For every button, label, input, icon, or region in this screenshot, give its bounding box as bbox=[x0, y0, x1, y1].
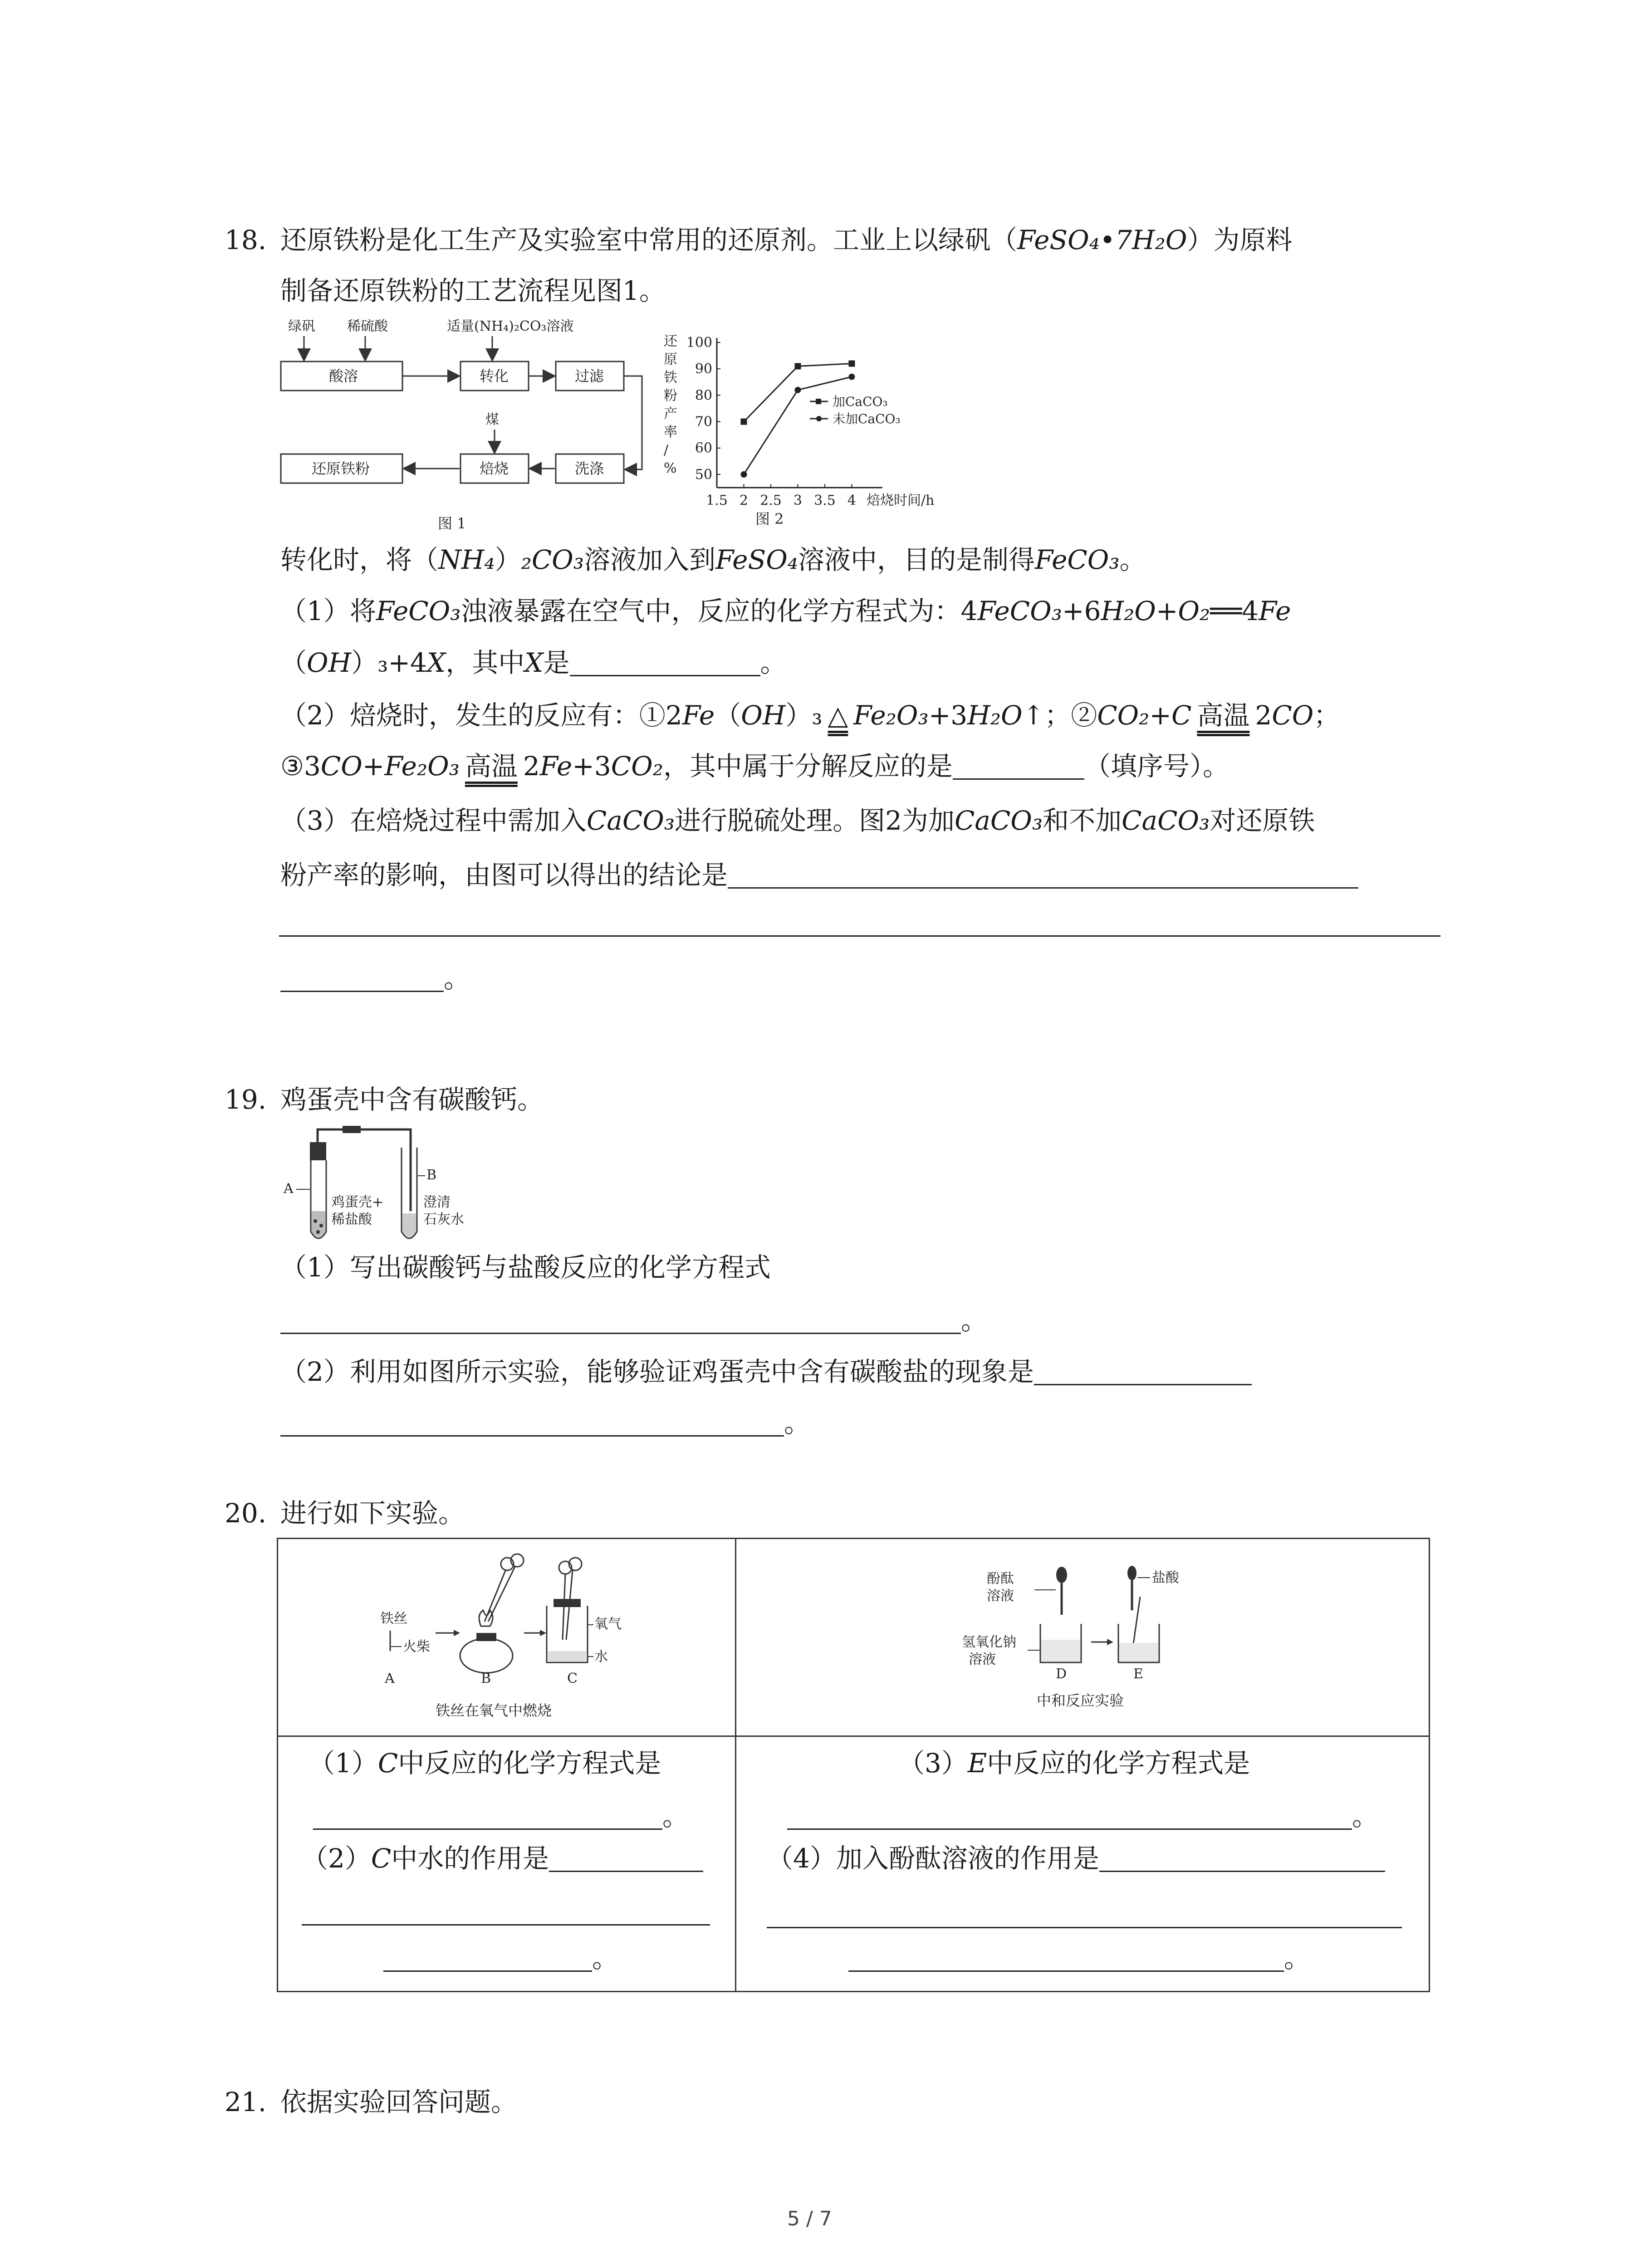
data-point bbox=[794, 387, 801, 393]
page-number: 5 / 7 bbox=[787, 2207, 832, 2230]
eggshell-apparatus bbox=[279, 1120, 506, 1247]
y-tick-label: 70 bbox=[695, 414, 712, 430]
q20-c1-answer: 。 bbox=[313, 1803, 689, 1830]
answer-line-conclusion-2[interactable] bbox=[279, 935, 1440, 937]
q19-part1-answer: 。 bbox=[280, 1307, 987, 1334]
process-flow-diagram bbox=[279, 315, 647, 533]
svg-text:溶液: 溶液 bbox=[987, 1588, 1014, 1604]
q18-intro-line2: 制备还原铁粉的工艺流程见图1。 bbox=[280, 275, 666, 306]
iron-combustion-figure bbox=[367, 1542, 640, 1724]
y-tick-label: 50 bbox=[695, 466, 712, 483]
flow-input-green-vitriol: 绿矾 bbox=[288, 318, 315, 334]
chart-ylabel-char: / bbox=[664, 442, 669, 458]
x-tick-label: 3.5 bbox=[814, 493, 836, 508]
answer-blank-decomposition[interactable] bbox=[953, 778, 1084, 780]
data-point bbox=[794, 363, 801, 369]
condition-heat: △ bbox=[828, 700, 848, 731]
chart-ylabel-char: 率 bbox=[664, 424, 677, 440]
answer-blank-phenomenon-2[interactable] bbox=[280, 1435, 784, 1437]
q18-part1-line2: （OH）₃+4X，其中X是 。 bbox=[280, 647, 787, 678]
svg-text:还原铁粉: 还原铁粉 bbox=[312, 460, 370, 477]
data-point bbox=[740, 419, 747, 425]
x-tick-label: 1.5 bbox=[706, 493, 728, 508]
label-phenolphthalein: 酚酞 bbox=[987, 1571, 1014, 1587]
data-point bbox=[848, 374, 855, 380]
answer-blank-equation[interactable] bbox=[280, 1333, 961, 1334]
stopper bbox=[310, 1142, 326, 1160]
q20-intro: 进行如下实验。 bbox=[280, 1498, 465, 1529]
q21-number: 21. bbox=[225, 2087, 267, 2117]
chart-ylabel-char: 铁 bbox=[664, 370, 677, 386]
q18-conversion-line: 转化时，将（NH₄）₂CO₃溶液加入到FeSO₄溶液中，目的是制得FeCO₃。 bbox=[280, 544, 1146, 575]
answer-blank-conclusion-3[interactable] bbox=[280, 991, 444, 992]
answer-blank-conclusion[interactable] bbox=[728, 887, 1358, 889]
svg-text:洗涤: 洗涤 bbox=[575, 460, 604, 477]
chart-xlabel: 焙烧时间/h bbox=[867, 493, 935, 508]
right-figure-caption: 中和反应实验 bbox=[1037, 1692, 1124, 1709]
answer-blank-water-role-3[interactable] bbox=[383, 1970, 592, 1972]
y-tick-label: 100 bbox=[686, 335, 712, 351]
chart-legend bbox=[810, 394, 901, 426]
chart-ylabel-char: 粉 bbox=[664, 388, 677, 404]
answer-blank-phenol-role[interactable] bbox=[1099, 1871, 1385, 1872]
q20-number: 20. bbox=[225, 1498, 267, 1529]
q18-number: 18. bbox=[225, 225, 267, 255]
svg-text:鸡蛋壳+: 鸡蛋壳+ bbox=[331, 1194, 384, 1210]
answer-blank-e-equation[interactable] bbox=[787, 1828, 1352, 1830]
svg-text:酸溶: 酸溶 bbox=[329, 367, 358, 385]
chart-ylabel-char: 还 bbox=[664, 333, 677, 349]
y-tick-label: 90 bbox=[695, 361, 712, 377]
q19-intro: 鸡蛋壳中含有碳酸钙。 bbox=[280, 1084, 544, 1115]
svg-text:澄清: 澄清 bbox=[423, 1194, 451, 1210]
label-water: 水 bbox=[594, 1649, 608, 1665]
label-naoh: 氢氧化钠 bbox=[962, 1634, 1016, 1650]
svg-text:转化: 转化 bbox=[480, 367, 509, 385]
q20-c3-answer: 。 bbox=[787, 1803, 1378, 1830]
legend-label: 加CaCO₃ bbox=[833, 394, 888, 409]
table-divider-horizontal bbox=[277, 1735, 1430, 1737]
label-d: D bbox=[1056, 1666, 1067, 1682]
q20-c3-prompt: （3）E中反应的化学方程式是 bbox=[898, 1748, 1250, 1779]
label-b: B bbox=[481, 1671, 491, 1686]
flow-input-dilute-acid: 稀硫酸 bbox=[347, 318, 388, 334]
chart-ylabel-char: 产 bbox=[664, 406, 677, 422]
q21-intro: 依据实验回答问题。 bbox=[280, 2087, 518, 2117]
label-a: A bbox=[385, 1671, 395, 1686]
answer-blank-x[interactable] bbox=[570, 675, 760, 676]
q19-part1: （1）写出碳酸钙与盐酸反应的化学方程式 bbox=[280, 1252, 771, 1283]
q20-c4-answer: 。 bbox=[848, 1945, 1310, 1972]
figure1-caption: 图 1 bbox=[438, 515, 466, 532]
svg-text:稀盐酸: 稀盐酸 bbox=[331, 1212, 372, 1227]
chart-ylabel-char: % bbox=[664, 460, 677, 476]
flow-input-ammonium-carbonate: 适量(NH₄)₂CO₃溶液 bbox=[447, 318, 574, 334]
x-tick-label: 2 bbox=[739, 493, 749, 508]
label-a: A bbox=[284, 1181, 294, 1197]
q18-part3-line2: 粉产率的影响，由图可以得出的结论是 bbox=[280, 862, 1358, 889]
y-tick-label: 80 bbox=[695, 387, 712, 404]
answer-blank-phenol-role-3[interactable] bbox=[848, 1970, 1284, 1972]
x-tick-label: 2.5 bbox=[760, 493, 782, 508]
q18-intro-line1: 还原铁粉是化工生产及实验室中常用的还原剂。工业上以绿矾（FeSO₄•7H₂O）为原料 bbox=[280, 225, 1293, 255]
yield-chart bbox=[660, 331, 978, 533]
x-tick-label: 4 bbox=[847, 493, 856, 508]
q20-c2-prompt: （2）C中水的作用是 bbox=[302, 1845, 703, 1872]
neutralization-figure bbox=[937, 1542, 1218, 1724]
q18-part2-line2: ③3CO+Fe₂O₃ 高温 2Fe+3CO₂，其中属于分解反应的是 （填序号）。 bbox=[280, 751, 1229, 782]
q18-part2-line1: （2）焙烧时，发生的反应有：①2Fe（OH）₃ △ Fe₂O₃+3H₂O↑；②CO₂+C 高温 2CO； bbox=[280, 700, 1340, 731]
legend-label: 未加CaCO₃ bbox=[833, 411, 901, 426]
q18-part3-line1: （3）在焙烧过程中需加入CaCO₃进行脱硫处理。图2为加CaCO₃和不加CaCO₃对还原铁 bbox=[280, 805, 1315, 836]
svg-text:石灰水: 石灰水 bbox=[423, 1212, 464, 1227]
formula: FeSO₄•7H₂O bbox=[1017, 225, 1187, 255]
label-c: C bbox=[567, 1671, 578, 1686]
y-tick-label: 60 bbox=[695, 440, 712, 456]
answer-line-water-role-2[interactable] bbox=[302, 1924, 710, 1926]
answer-blank-phenomenon[interactable] bbox=[1034, 1384, 1252, 1385]
q19-part2-answer: 。 bbox=[280, 1410, 810, 1437]
flow-input-coal: 煤 bbox=[485, 412, 499, 428]
q19-part2: （2）利用如图所示实验，能够验证鸡蛋壳中含有碳酸盐的现象是 bbox=[280, 1359, 1252, 1385]
q20-c4-prompt: （4）加入酚酞溶液的作用是 bbox=[767, 1845, 1385, 1872]
label-hydrochloric-acid: 盐酸 bbox=[1152, 1570, 1179, 1586]
answer-blank-water-role[interactable] bbox=[549, 1871, 703, 1872]
label-iron-wire: 铁丝 bbox=[380, 1611, 407, 1627]
answer-blank-c-equation[interactable] bbox=[313, 1828, 662, 1830]
label-b: B bbox=[426, 1167, 437, 1183]
label-e: E bbox=[1133, 1666, 1143, 1682]
svg-text:焙烧: 焙烧 bbox=[480, 460, 509, 477]
chart-y-ticks bbox=[686, 335, 720, 483]
q20-c2-answer: 。 bbox=[383, 1945, 618, 1972]
left-figure-caption: 铁丝在氧气中燃烧 bbox=[436, 1702, 552, 1719]
svg-text:溶液: 溶液 bbox=[969, 1652, 996, 1667]
q20-c1-prompt: （1）C中反应的化学方程式是 bbox=[309, 1748, 661, 1779]
data-point bbox=[848, 361, 855, 367]
x-tick-label: 3 bbox=[793, 493, 802, 508]
condition-high-temp-2: 高温 bbox=[465, 751, 518, 782]
chart-ylabel-char: 原 bbox=[664, 352, 677, 367]
q19-number: 19. bbox=[225, 1084, 267, 1115]
label-oxygen: 氧气 bbox=[594, 1616, 622, 1632]
q18-part1-line1: （1）将FeCO₃浊液暴露在空气中，反应的化学方程式为：4FeCO₃+6H₂O+O₂══4Fe bbox=[280, 596, 1291, 626]
condition-high-temp: 高温 bbox=[1197, 700, 1250, 731]
figure2-caption: 图 2 bbox=[755, 510, 784, 528]
q18-part3-line4: 。 bbox=[280, 965, 470, 992]
svg-text:过滤: 过滤 bbox=[575, 367, 604, 385]
label-match: 火柴 bbox=[403, 1639, 430, 1655]
answer-line-phenol-role-2[interactable] bbox=[767, 1927, 1402, 1928]
data-point bbox=[740, 471, 747, 478]
chart-ylabel bbox=[664, 333, 678, 476]
table-divider-vertical bbox=[735, 1538, 736, 1992]
